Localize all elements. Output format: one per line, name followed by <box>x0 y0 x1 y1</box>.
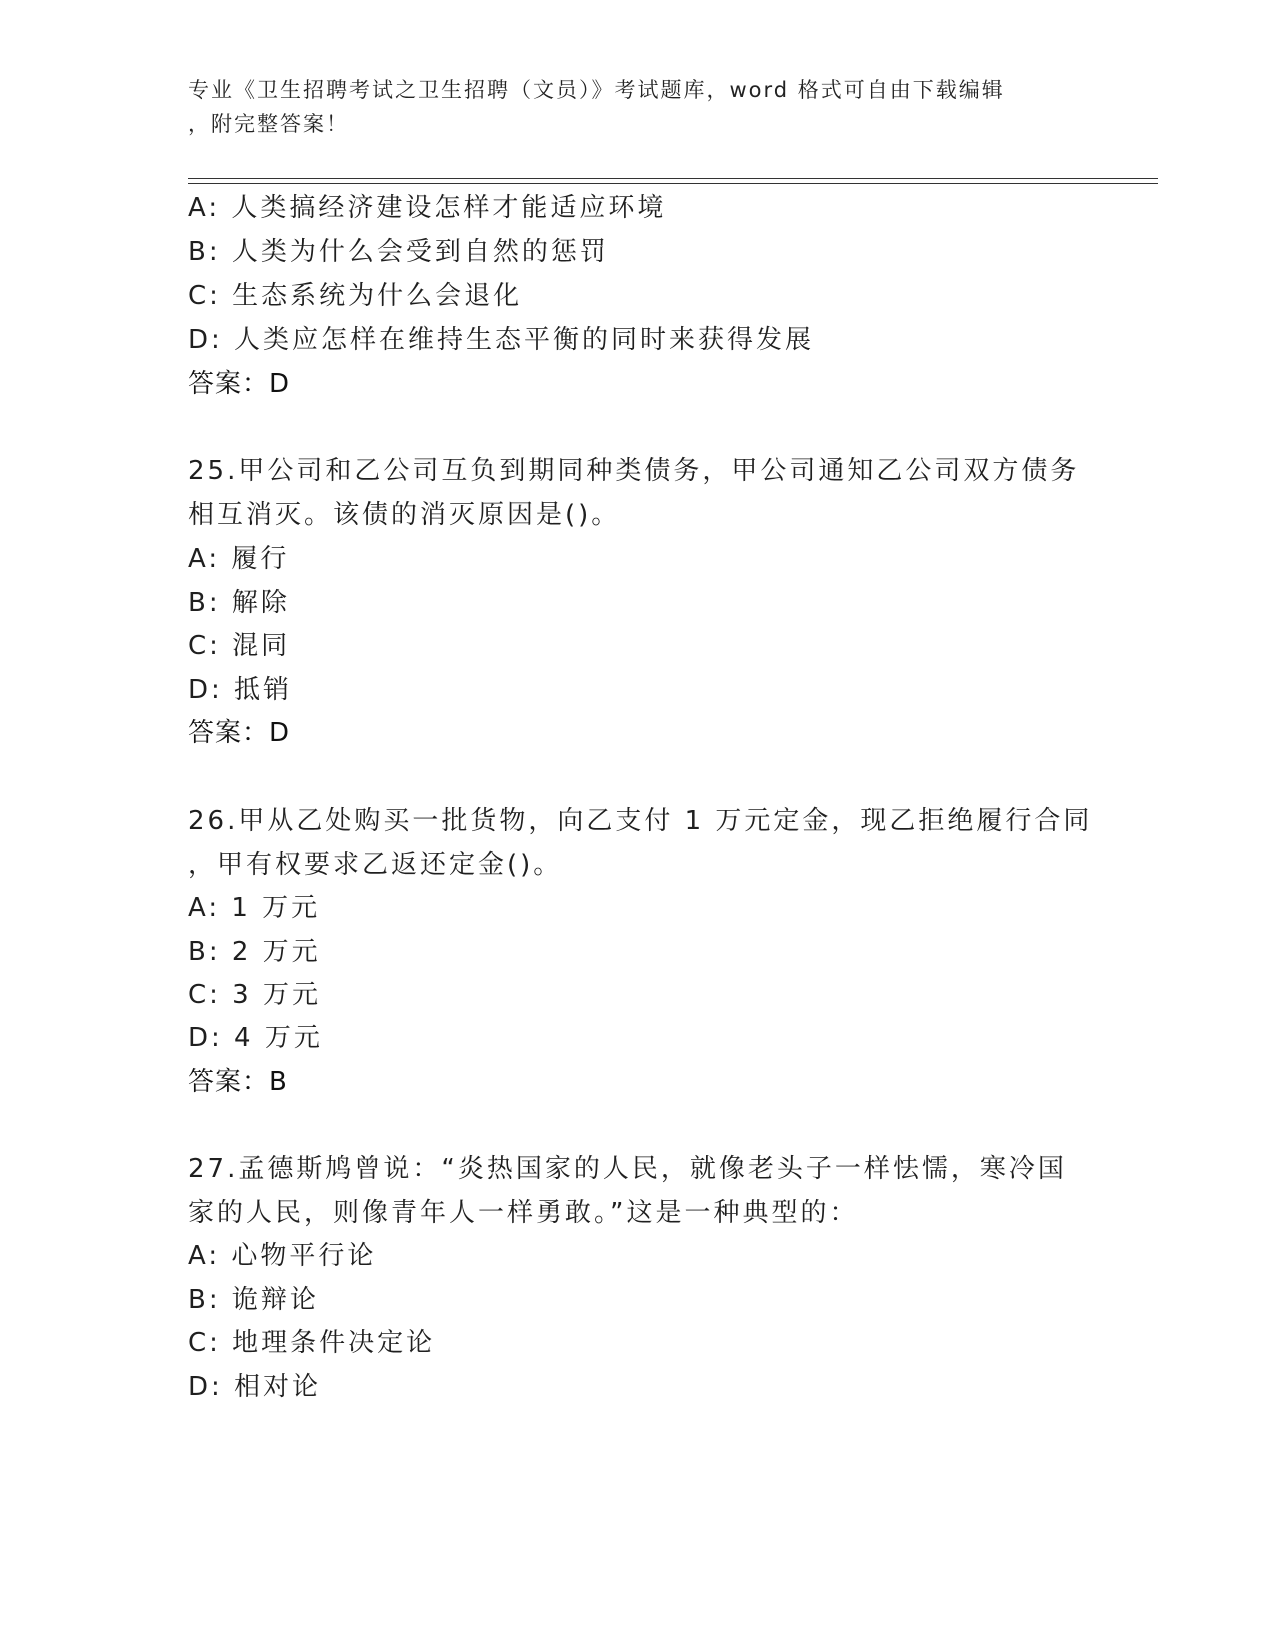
q25-option-a: A: 履行 <box>188 544 290 574</box>
q26-option-c: C: 3 万元 <box>188 980 321 1010</box>
q27-option-d: D: 相对论 <box>188 1372 322 1402</box>
q26-option-a: A: 1 万元 <box>188 893 321 923</box>
q26-stem-line-2: ，甲有权要求乙返还定金()。 <box>188 850 563 880</box>
q26-answer: 答案：B <box>188 1067 288 1097</box>
q25-answer: 答案：D <box>188 718 291 748</box>
document-header <box>188 73 1068 141</box>
header-divider-top <box>188 178 1158 179</box>
header-divider-bottom <box>188 183 1158 184</box>
q26-stem-line-1: 26.甲从乙处购买一批货物，向乙支付 1 万元定金，现乙拒绝履行合同 <box>188 806 1093 836</box>
q26-option-d: D: 4 万元 <box>188 1023 323 1053</box>
q24-option-b: B: 人类为什么会受到自然的惩罚 <box>188 237 609 267</box>
q27-option-c: C: 地理条件决定论 <box>188 1328 436 1358</box>
q25-stem-line-2: 相互消灭。该债的消灭原因是()。 <box>188 500 621 530</box>
q25-option-d: D: 抵销 <box>188 675 293 705</box>
q25-stem-line-1: 25.甲公司和乙公司互负到期同种类债务，甲公司通知乙公司双方债务 <box>188 456 1080 486</box>
q25-option-b: B: 解除 <box>188 588 290 618</box>
q27-option-b: B: 诡辩论 <box>188 1285 319 1315</box>
q27-stem-line-2: 家的人民，则像青年人一样勇敢。”这是一种典型的： <box>188 1198 859 1228</box>
q25-option-c: C: 混同 <box>188 631 291 661</box>
q27-option-a: A: 心物平行论 <box>188 1241 377 1271</box>
q27-stem-line-1: 27.孟德斯鸠曾说：“炎热国家的人民，就像老头子一样怯懦，寒冷国 <box>188 1154 1067 1184</box>
q24-option-c: C: 生态系统为什么会退化 <box>188 281 523 311</box>
q24-answer: 答案：D <box>188 369 291 399</box>
q24-option-a: A: 人类搞经济建设怎样才能适应环境 <box>188 193 667 223</box>
header-line-1: 专业《卫生招聘考试之卫生招聘（文员）》考试题库，word 格式可自由下载编辑 <box>188 78 1005 102</box>
q26-option-b: B: 2 万元 <box>188 937 321 967</box>
q24-option-d: D: 人类应怎样在维持生态平衡的同时来获得发展 <box>188 325 815 355</box>
header-line-2: ，附完整答案！ <box>188 112 349 136</box>
